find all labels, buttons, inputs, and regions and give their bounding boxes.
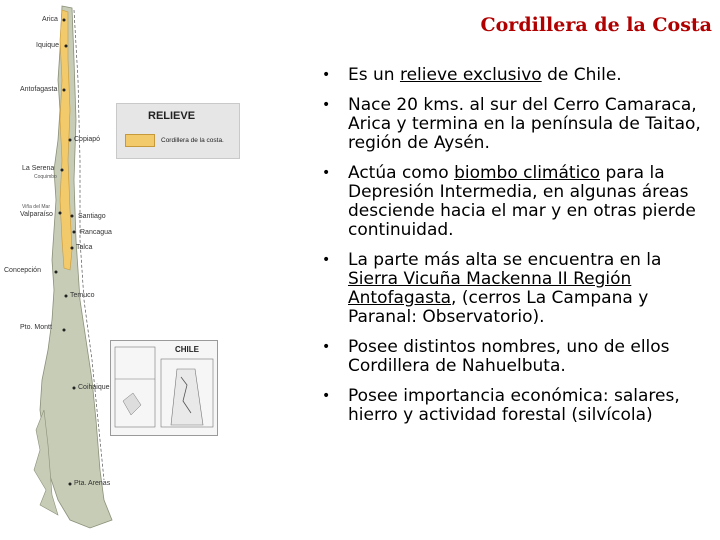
slide-title: Cordillera de la Costa bbox=[480, 14, 712, 36]
chile-relief-map bbox=[0, 0, 245, 540]
city-label-valparaiso: Valparaíso bbox=[20, 211, 53, 218]
inset-island-shape bbox=[123, 393, 141, 415]
bullet-item bbox=[310, 251, 705, 327]
city-dot-coihaique bbox=[73, 387, 76, 390]
bullet-item bbox=[310, 164, 705, 240]
city-label-iquique: Iquique bbox=[36, 42, 59, 49]
city-label-coquimbo: Coquimbo bbox=[34, 174, 57, 180]
city-label-concepcion: Concepción bbox=[4, 267, 41, 274]
city-dot-valparaiso bbox=[59, 212, 62, 215]
city-label-arica: Arica bbox=[42, 16, 58, 23]
city-dot-arica bbox=[63, 19, 66, 22]
city-label-rancagua: Rancagua bbox=[80, 229, 112, 236]
bullet-text: Posee importancia económica: salares, hierro y actividad forestal (silvícola) bbox=[348, 386, 680, 425]
legend-label-coastal-range: Cordillera de la costa. bbox=[161, 137, 224, 144]
city-dot-pta-arenas bbox=[69, 483, 72, 486]
city-dot-iquique bbox=[65, 45, 68, 48]
city-label-pto-montt: Pto. Montt bbox=[20, 324, 52, 331]
city-label-talca: Talca bbox=[76, 244, 93, 251]
inset-left-frame bbox=[115, 347, 155, 427]
city-dot-concepcion bbox=[55, 271, 58, 274]
antarctic-territory-inset bbox=[110, 340, 218, 436]
bullet-text: Nace 20 kms. al sur del Cerro Camaraca, Arica y termina en la península de Taitao, región de Aysén. bbox=[348, 95, 701, 153]
city-dot-talca bbox=[71, 247, 74, 250]
city-label-temuco: Temuco bbox=[70, 292, 95, 299]
bullet-item bbox=[310, 338, 705, 376]
city-dot-la-serena bbox=[61, 169, 64, 172]
slide-content bbox=[310, 66, 705, 436]
city-dot-temuco bbox=[65, 295, 68, 298]
city-dot-pto-montt bbox=[63, 329, 66, 332]
bullet-item bbox=[310, 66, 705, 85]
city-label-pta-arenas: Pta. Arenas bbox=[74, 480, 111, 487]
bullet-underlined-text: biombo climático bbox=[454, 163, 601, 183]
bullet-marker: • bbox=[322, 165, 331, 181]
bullet-marker: • bbox=[322, 252, 331, 268]
legend-swatch-coastal-range bbox=[125, 134, 155, 147]
bullet-underlined-text: relieve exclusivo bbox=[399, 65, 542, 85]
bullet-marker: • bbox=[322, 97, 331, 113]
map-legend bbox=[116, 103, 240, 159]
city-label-la-serena: La Serena bbox=[22, 165, 55, 172]
bullet-item bbox=[310, 96, 705, 153]
bullet-text: de Chile. bbox=[541, 65, 622, 85]
bullet-text: La parte más alta se encuentra en la bbox=[348, 250, 662, 270]
legend-title: RELIEVE bbox=[148, 110, 196, 122]
bullet-list bbox=[310, 66, 705, 425]
inset-antarctic-wedge bbox=[171, 369, 203, 425]
bullet-text: para la Depresión Intermedia, en algunas áreas desciende hacia el mar y en otras pierde continuidad. bbox=[348, 163, 696, 240]
bullet-underlined-text: Sierra Vicuña Mackenna II Región Antofagasta bbox=[348, 269, 632, 308]
bullet-item bbox=[310, 387, 705, 425]
city-dot-antofagasta bbox=[63, 89, 66, 92]
inset-drawing bbox=[111, 341, 217, 435]
city-label-coihaique: Coihaique bbox=[78, 384, 110, 391]
city-label-antofagasta: Antofagasta bbox=[20, 86, 58, 93]
bullet-marker: • bbox=[322, 339, 331, 355]
bullet-text: Es un bbox=[348, 65, 400, 85]
city-dot-rancagua bbox=[73, 231, 76, 234]
bullet-text: Actúa como bbox=[348, 163, 455, 183]
city-dot-copiapo bbox=[69, 139, 72, 142]
city-label-vina-del-mar: Viña del Mar bbox=[22, 204, 50, 210]
bullet-text: , (cerros La Campana y Paranal: Observatorio). bbox=[348, 288, 649, 327]
bullet-marker: • bbox=[322, 67, 331, 83]
city-dot-santiago bbox=[71, 215, 74, 218]
bullet-marker: • bbox=[322, 388, 331, 404]
bullet-text: Posee distintos nombres, uno de ellos Cordillera de Nahuelbuta. bbox=[348, 337, 670, 376]
city-label-copiapo: Copiapó bbox=[74, 136, 101, 143]
inset-title: CHILE bbox=[175, 345, 199, 354]
city-label-santiago: Santiago bbox=[78, 213, 106, 220]
